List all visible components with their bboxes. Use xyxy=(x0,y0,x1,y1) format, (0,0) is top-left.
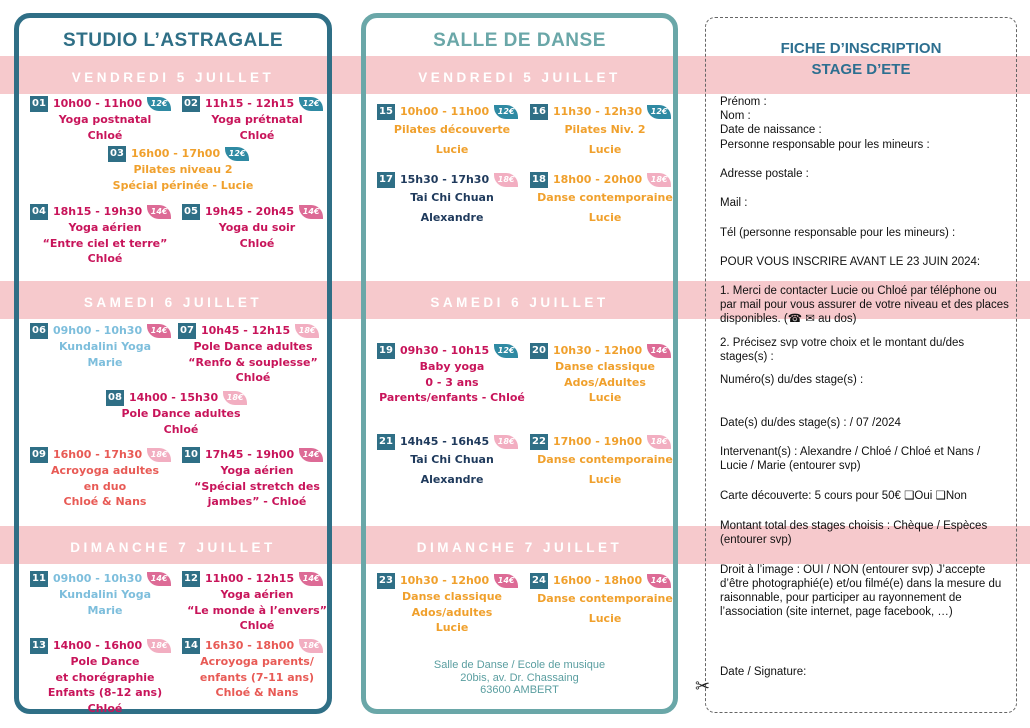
slot-instructor: Lucie xyxy=(588,473,622,486)
field-discovery-card: Carte découverte: 5 cours pour 50€ ❑Oui ❑Non xyxy=(720,490,967,502)
slot-title: Yoga aérien xyxy=(220,464,294,477)
price-leaf-icon: 14€ xyxy=(147,324,171,338)
slot-number: 17 xyxy=(377,172,395,188)
slot-number: 08 xyxy=(106,390,124,406)
slot-instructor: Parents/enfants - Chloé xyxy=(379,391,525,404)
field-address: Adresse postale : xyxy=(720,168,809,180)
session-slot-22 xyxy=(530,434,680,490)
price-leaf-icon: 12€ xyxy=(147,97,171,111)
slot-title: Yoga prétnatal xyxy=(211,113,303,126)
slot-number: 23 xyxy=(377,573,395,589)
field-image-rights: Droit à l’image : OUI / NON (entourer svp) J’accepte d’être photographié(e) et/ou filmé(e) dans la mesure du raisonnable, pour participer au rayonnement de l’association (site internet, page facebook, …) xyxy=(720,564,1002,618)
slot-time: 16h30 - 18h00 xyxy=(205,639,295,653)
form-title xyxy=(706,38,1016,80)
slot-number: 10 xyxy=(182,447,200,463)
slot-header xyxy=(530,104,680,120)
slot-number: 02 xyxy=(182,96,200,112)
session-slot-24 xyxy=(530,573,680,629)
instruction-1: 1. Merci de contacter Lucie ou Chloé par téléphone ou par mail pour vous assurer de votre niveau et des places disponibles. (☎ ✉ au dos) xyxy=(720,285,1009,325)
slot-instructor: Lucie xyxy=(588,211,622,224)
address-line: Salle de Danse / Ecole de musique xyxy=(433,659,606,671)
slot-instructor: Lucie xyxy=(588,612,622,625)
price-leaf-icon: 18€ xyxy=(295,324,319,338)
slot-header xyxy=(178,323,328,339)
slot-title: Tai Chi Chuan xyxy=(410,191,494,204)
slot-number: 04 xyxy=(30,204,48,220)
slot-title: Yoga aérien xyxy=(220,588,294,601)
session-slot-21 xyxy=(377,434,527,490)
slot-header xyxy=(182,447,332,463)
slot-instructor: Marie xyxy=(87,603,123,617)
session-slot-08 xyxy=(106,390,256,437)
field-birthdate: Date de naissance : xyxy=(720,124,822,136)
session-slot-12 xyxy=(182,571,332,634)
slot-title: Acroyoga adultes xyxy=(50,464,160,477)
field-instructors: Intervenant(s) : Alexandre / Chloé / Chloé et Nans / Lucie / Marie (entourer svp) xyxy=(720,446,981,472)
session-slot-10 xyxy=(182,447,332,510)
slot-header xyxy=(30,638,180,654)
slot-number: 18 xyxy=(530,172,548,188)
price-leaf-icon: 18€ xyxy=(147,448,171,462)
slot-time: 11h15 - 12h15 xyxy=(205,97,295,111)
field-nom: Nom : xyxy=(720,110,751,122)
slot-header xyxy=(530,434,680,450)
slot-title: Pole Dance adultes xyxy=(193,340,313,353)
session-slot-09 xyxy=(30,447,180,510)
price-leaf-icon: 12€ xyxy=(494,344,518,358)
session-slot-07 xyxy=(178,323,328,386)
slot-header xyxy=(377,172,527,188)
slot-title: Yoga du soir xyxy=(218,221,296,234)
address-line: 63600 AMBERT xyxy=(480,684,559,696)
slot-number: 12 xyxy=(182,571,200,587)
slot-header xyxy=(106,390,256,406)
slot-time: 17h00 - 19h00 xyxy=(553,435,643,449)
slot-title: “Le monde à l’envers” xyxy=(187,603,327,617)
slot-header xyxy=(30,96,180,112)
slot-instructor: Enfants (8-12 ans) Chloé xyxy=(47,686,163,715)
field-total: Montant total des stages choisis : Chèque / Espèces (entourer svp) xyxy=(720,520,988,546)
slot-title: Pole Dance xyxy=(70,655,140,668)
field-guardian: Personne responsable pour les mineurs : xyxy=(720,139,930,151)
slot-number: 09 xyxy=(30,447,48,463)
slot-instructor: Lucie xyxy=(435,621,469,634)
slot-instructor: Alexandre xyxy=(420,211,484,224)
field-stage-dates: Date(s) du/des stage(s) : / 07 /2024 xyxy=(720,417,901,429)
session-slot-14 xyxy=(182,638,332,701)
slot-header xyxy=(377,434,527,450)
slot-number: 20 xyxy=(530,343,548,359)
slot-title: Ados/adultes xyxy=(411,605,493,619)
slot-title: Danse contemporaine xyxy=(537,191,673,204)
slot-number: 01 xyxy=(30,96,48,112)
deadline-note: POUR VOUS INSCRIRE AVANT LE 23 JUIN 2024: xyxy=(720,256,981,268)
slot-header xyxy=(182,571,332,587)
slot-time: 14h00 - 16h00 xyxy=(53,639,143,653)
slot-number: 15 xyxy=(377,104,395,120)
price-leaf-icon: 12€ xyxy=(299,97,323,111)
slot-instructor: Alexandre xyxy=(420,473,484,486)
salle-title: SALLE DE DANSE xyxy=(433,30,606,51)
slot-title: Danse contemporaine xyxy=(537,453,673,466)
slot-time: 09h00 - 10h30 xyxy=(53,324,143,338)
slot-title: en duo xyxy=(83,479,127,493)
field-prenom: Prénom : xyxy=(720,96,767,108)
slot-time: 11h00 - 12h15 xyxy=(205,572,295,586)
session-slot-16 xyxy=(530,104,680,160)
slot-time: 16h00 - 17h30 xyxy=(53,448,143,462)
session-slot-17 xyxy=(377,172,527,228)
slot-header xyxy=(377,573,527,589)
price-leaf-icon: 18€ xyxy=(647,173,671,187)
session-slot-03 xyxy=(108,146,258,193)
slot-header xyxy=(30,204,180,220)
price-leaf-icon: 18€ xyxy=(223,391,247,405)
field-stage-numbers: Numéro(s) du/des stage(s) : xyxy=(720,374,864,386)
price-leaf-icon: 18€ xyxy=(299,639,323,653)
instruction-2: 2. Précisez svp votre choix et le montant du/des stages(s) : xyxy=(720,337,965,363)
price-leaf-icon: 14€ xyxy=(494,574,518,588)
salle-day-friday: VENDREDI 5 JUILLET xyxy=(418,70,621,85)
slot-header xyxy=(377,343,527,359)
slot-number: 03 xyxy=(108,146,126,162)
slot-time: 15h30 - 17h30 xyxy=(400,173,490,187)
session-slot-05 xyxy=(182,204,332,251)
salle-address xyxy=(366,659,673,697)
slot-time: 16h00 - 18h00 xyxy=(553,574,643,588)
price-leaf-icon: 12€ xyxy=(494,105,518,119)
slot-number: 14 xyxy=(182,638,200,654)
price-leaf-icon: 14€ xyxy=(147,205,171,219)
slot-header xyxy=(530,172,680,188)
price-leaf-icon: 14€ xyxy=(647,574,671,588)
slot-instructor: Chloé xyxy=(87,128,123,142)
slot-time: 18h00 - 20h00 xyxy=(553,173,643,187)
slot-number: 24 xyxy=(530,573,548,589)
session-slot-20 xyxy=(530,343,680,406)
slot-title: Pilates niveau 2 xyxy=(133,163,233,176)
slot-time: 10h30 - 12h00 xyxy=(400,574,490,588)
slot-title: Kundalini Yoga xyxy=(58,340,152,353)
price-leaf-icon: 14€ xyxy=(299,448,323,462)
slot-number: 19 xyxy=(377,343,395,359)
price-leaf-icon: 14€ xyxy=(299,572,323,586)
session-slot-15 xyxy=(377,104,527,160)
slot-number: 21 xyxy=(377,434,395,450)
session-slot-06 xyxy=(30,323,180,370)
address-line: 20bis, av. Dr. Chassaing xyxy=(460,671,579,684)
slot-instructor: Chloé & Nans xyxy=(63,495,147,508)
scissors-icon: ✂ xyxy=(695,676,711,696)
session-slot-23 xyxy=(377,573,527,636)
studio-day-saturday: SAMEDI 6 JUILLET xyxy=(83,295,263,310)
slot-title: Kundalini Yoga xyxy=(58,588,152,601)
slot-header xyxy=(182,96,332,112)
slot-instructor: Lucie xyxy=(435,143,469,156)
session-slot-18 xyxy=(530,172,680,228)
slot-instructor: Chloé xyxy=(239,236,275,250)
slot-time: 18h15 - 19h30 xyxy=(53,205,143,219)
slot-time: 10h30 - 12h00 xyxy=(553,344,643,358)
field-signature: Date / Signature: xyxy=(720,666,807,678)
slot-instructor: Spécial périnée - Lucie xyxy=(112,178,254,192)
slot-title: Pole Dance adultes xyxy=(121,407,241,420)
slot-instructor: Chloé xyxy=(163,422,199,436)
slot-instructor: Chloé & Nans xyxy=(215,686,299,699)
slot-time: 14h00 - 15h30 xyxy=(129,391,219,405)
studio-day-sunday: DIMANCHE 7 JUILLET xyxy=(70,540,276,555)
slot-title: 0 - 3 ans xyxy=(425,375,479,389)
slot-title: Danse contemporaine xyxy=(537,592,673,605)
slot-title: “Entre ciel et terre” xyxy=(42,236,168,250)
salle-day-saturday: SAMEDI 6 JUILLET xyxy=(430,295,609,310)
price-leaf-icon: 14€ xyxy=(147,572,171,586)
session-slot-19 xyxy=(377,343,527,406)
price-leaf-icon: 14€ xyxy=(299,205,323,219)
session-slot-11 xyxy=(30,571,180,618)
slot-time: 10h00 - 11h00 xyxy=(400,105,490,119)
slot-time: 10h00 - 11h00 xyxy=(53,97,143,111)
slot-time: 11h30 - 12h30 xyxy=(553,105,643,119)
field-mail: Mail : xyxy=(720,197,748,209)
price-leaf-icon: 12€ xyxy=(647,105,671,119)
slot-instructor: jambes” - Chloé xyxy=(207,495,307,508)
slot-header xyxy=(530,343,680,359)
slot-time: 14h45 - 16h45 xyxy=(400,435,490,449)
slot-header xyxy=(30,571,180,587)
slot-instructor: Chloé xyxy=(87,252,123,265)
slot-header xyxy=(182,204,332,220)
slot-time: 09h30 - 10h15 xyxy=(400,344,490,358)
slot-header xyxy=(108,146,258,162)
slot-title: Ados/Adultes xyxy=(564,375,646,389)
slot-title: “Renfo & souplesse” xyxy=(188,355,318,369)
price-leaf-icon: 18€ xyxy=(494,435,518,449)
slot-time: 10h45 - 12h15 xyxy=(201,324,291,338)
slot-title: Acroyoga parents/ xyxy=(200,655,314,668)
slot-title: Yoga postnatal xyxy=(58,113,152,126)
form-title-line: STAGE D’ETE xyxy=(811,61,911,78)
slot-instructor: Chloé xyxy=(239,619,275,632)
price-leaf-icon: 12€ xyxy=(225,147,249,161)
slot-time: 16h00 - 17h00 xyxy=(131,147,221,161)
slot-number: 22 xyxy=(530,434,548,450)
slot-header xyxy=(530,573,680,589)
slot-instructor: Lucie xyxy=(588,391,622,404)
session-slot-01 xyxy=(30,96,180,143)
slot-header xyxy=(182,638,332,654)
slot-instructor: Chloé xyxy=(239,128,275,142)
slot-header xyxy=(377,104,527,120)
studio-title: STUDIO L’ASTRAGALE xyxy=(62,30,284,51)
session-slot-13 xyxy=(30,638,180,716)
slot-time: 19h45 - 20h45 xyxy=(205,205,295,219)
price-leaf-icon: 18€ xyxy=(494,173,518,187)
slot-number: 16 xyxy=(530,104,548,120)
slot-title: Tai Chi Chuan xyxy=(410,453,494,466)
slot-title: “Spécial stretch des xyxy=(194,479,320,493)
slot-number: 06 xyxy=(30,323,48,339)
slot-title: Pilates découverte xyxy=(393,123,511,136)
salle-day-sunday: DIMANCHE 7 JUILLET xyxy=(416,540,623,555)
slot-number: 05 xyxy=(182,204,200,220)
slot-header xyxy=(30,323,180,339)
slot-title: enfants (7-11 ans) xyxy=(199,670,315,684)
slot-instructor: Marie xyxy=(87,355,123,369)
slot-instructor: Chloé xyxy=(235,371,271,384)
studio-day-friday: VENDREDI 5 JUILLET xyxy=(71,70,275,85)
slot-title: et chorégraphie xyxy=(55,670,155,684)
field-phone: Tél (personne responsable pour les mineurs) : xyxy=(720,227,956,239)
session-slot-02 xyxy=(182,96,332,143)
price-leaf-icon: 14€ xyxy=(647,344,671,358)
form-title-line: FICHE D’INSCRIPTION xyxy=(780,40,942,57)
slot-time: 09h00 - 10h30 xyxy=(53,572,143,586)
slot-title: Baby yoga xyxy=(419,360,485,373)
session-slot-04 xyxy=(30,204,180,267)
slot-header xyxy=(30,447,180,463)
slot-time: 17h45 - 19h00 xyxy=(205,448,295,462)
slot-number: 13 xyxy=(30,638,48,654)
slot-number: 11 xyxy=(30,571,48,587)
registration-form xyxy=(705,17,1017,713)
slot-title: Pilates Niv. 2 xyxy=(564,123,646,136)
slot-title: Yoga aérien xyxy=(68,221,142,234)
price-leaf-icon: 18€ xyxy=(147,639,171,653)
slot-number: 07 xyxy=(178,323,196,339)
slot-instructor: Lucie xyxy=(588,143,622,156)
slot-title: Danse classique xyxy=(402,590,502,603)
slot-title: Danse classique xyxy=(555,360,655,373)
price-leaf-icon: 18€ xyxy=(647,435,671,449)
